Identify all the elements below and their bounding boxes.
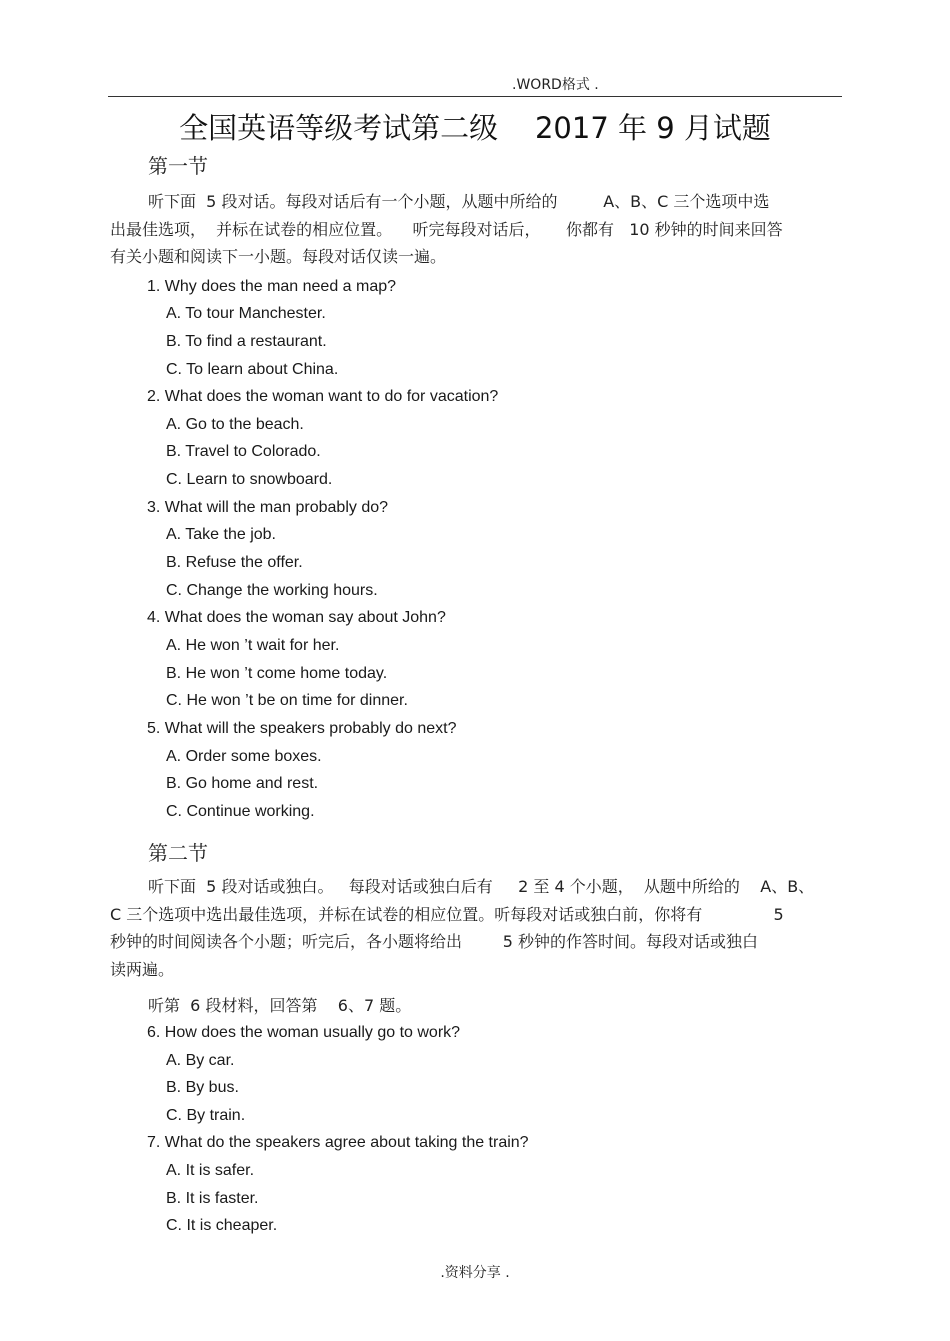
option-3b: B. Refuse the offer. bbox=[166, 554, 303, 571]
question-1: 1. Why does the man need a map? bbox=[147, 278, 397, 295]
option-3c: C. Change the working hours. bbox=[166, 582, 378, 599]
question-3: 3. What will the man probably do? bbox=[147, 499, 389, 516]
instruction-line: 秒钟的时间阅读各个小题；听完后，各小题将给出 5 秒钟的作答时间。每段对话或独白 bbox=[110, 932, 758, 951]
question-5: 5. What will the speakers probably do next? bbox=[147, 720, 457, 737]
section-heading-1: 第一节 bbox=[148, 154, 208, 178]
option-4c: C. He won ’t be on time for dinner. bbox=[166, 692, 408, 709]
header-watermark: .WORD格式 . bbox=[512, 77, 599, 93]
page-title: 全国英语等级考试第二级 2017 年 9 月试题 bbox=[179, 111, 771, 145]
section-heading-2: 第二节 bbox=[148, 841, 208, 865]
option-6a: A. By car. bbox=[166, 1052, 235, 1069]
section-2-instructions bbox=[110, 873, 840, 983]
instruction-line: 听下面 5 段对话或独白。 每段对话或独白后有 2 至 4 个小题， 从题中所给的 A、B、 bbox=[148, 877, 815, 896]
instruction-line: 读两遍。 bbox=[110, 959, 175, 979]
footer-watermark: .资料分享 . bbox=[440, 1265, 510, 1281]
section-1-instructions bbox=[110, 188, 840, 271]
instruction-line: C 三个选项中选出最佳选项，并标在试卷的相应位置。听每段对话或独白前，你将有 5 bbox=[110, 904, 784, 924]
instruction-line: 听下面 5 段对话。每段对话后有一个小题，从题中所给的 A、B、C 三个选项中选 bbox=[148, 192, 770, 211]
option-4a: A. He won ’t wait for her. bbox=[166, 637, 340, 654]
question-6: 6. How does the woman usually go to work? bbox=[147, 1024, 461, 1041]
question-7: 7. What do the speakers agree about taking the train? bbox=[147, 1134, 529, 1151]
option-4b: B. He won ’t come home today. bbox=[166, 665, 388, 682]
material-note: 听第 6 段材料，回答第 6、7 题。 bbox=[148, 996, 412, 1015]
option-7b: B. It is faster. bbox=[166, 1190, 259, 1207]
option-3a: A. Take the job. bbox=[166, 526, 276, 543]
instruction-line: 有关小题和阅读下一小题。每段对话仅读一遍。 bbox=[110, 247, 447, 266]
option-7a: A. It is safer. bbox=[166, 1162, 255, 1179]
header-divider bbox=[108, 96, 842, 97]
question-2: 2. What does the woman want to do for vacation? bbox=[147, 388, 499, 405]
option-7c: C. It is cheaper. bbox=[166, 1217, 278, 1234]
option-5c: C. Continue working. bbox=[166, 803, 315, 820]
question-4: 4. What does the woman say about John? bbox=[147, 609, 446, 626]
option-6c: C. By train. bbox=[166, 1107, 246, 1124]
option-1b: B. To find a restaurant. bbox=[166, 333, 327, 350]
option-5a: A. Order some boxes. bbox=[166, 748, 322, 765]
option-2a: A. Go to the beach. bbox=[166, 416, 304, 433]
option-2b: B. Travel to Colorado. bbox=[166, 443, 321, 460]
option-2c: C. Learn to snowboard. bbox=[166, 471, 333, 488]
option-5b: B. Go home and rest. bbox=[166, 775, 319, 792]
option-6b: B. By bus. bbox=[166, 1079, 239, 1096]
option-1c: C. To learn about China. bbox=[166, 361, 339, 378]
instruction-line: 出最佳选项， 并标在试卷的相应位置。 听完每段对话后， 你都有 10 秒钟的时间来回答 bbox=[110, 219, 783, 239]
option-1a: A. To tour Manchester. bbox=[166, 305, 326, 322]
